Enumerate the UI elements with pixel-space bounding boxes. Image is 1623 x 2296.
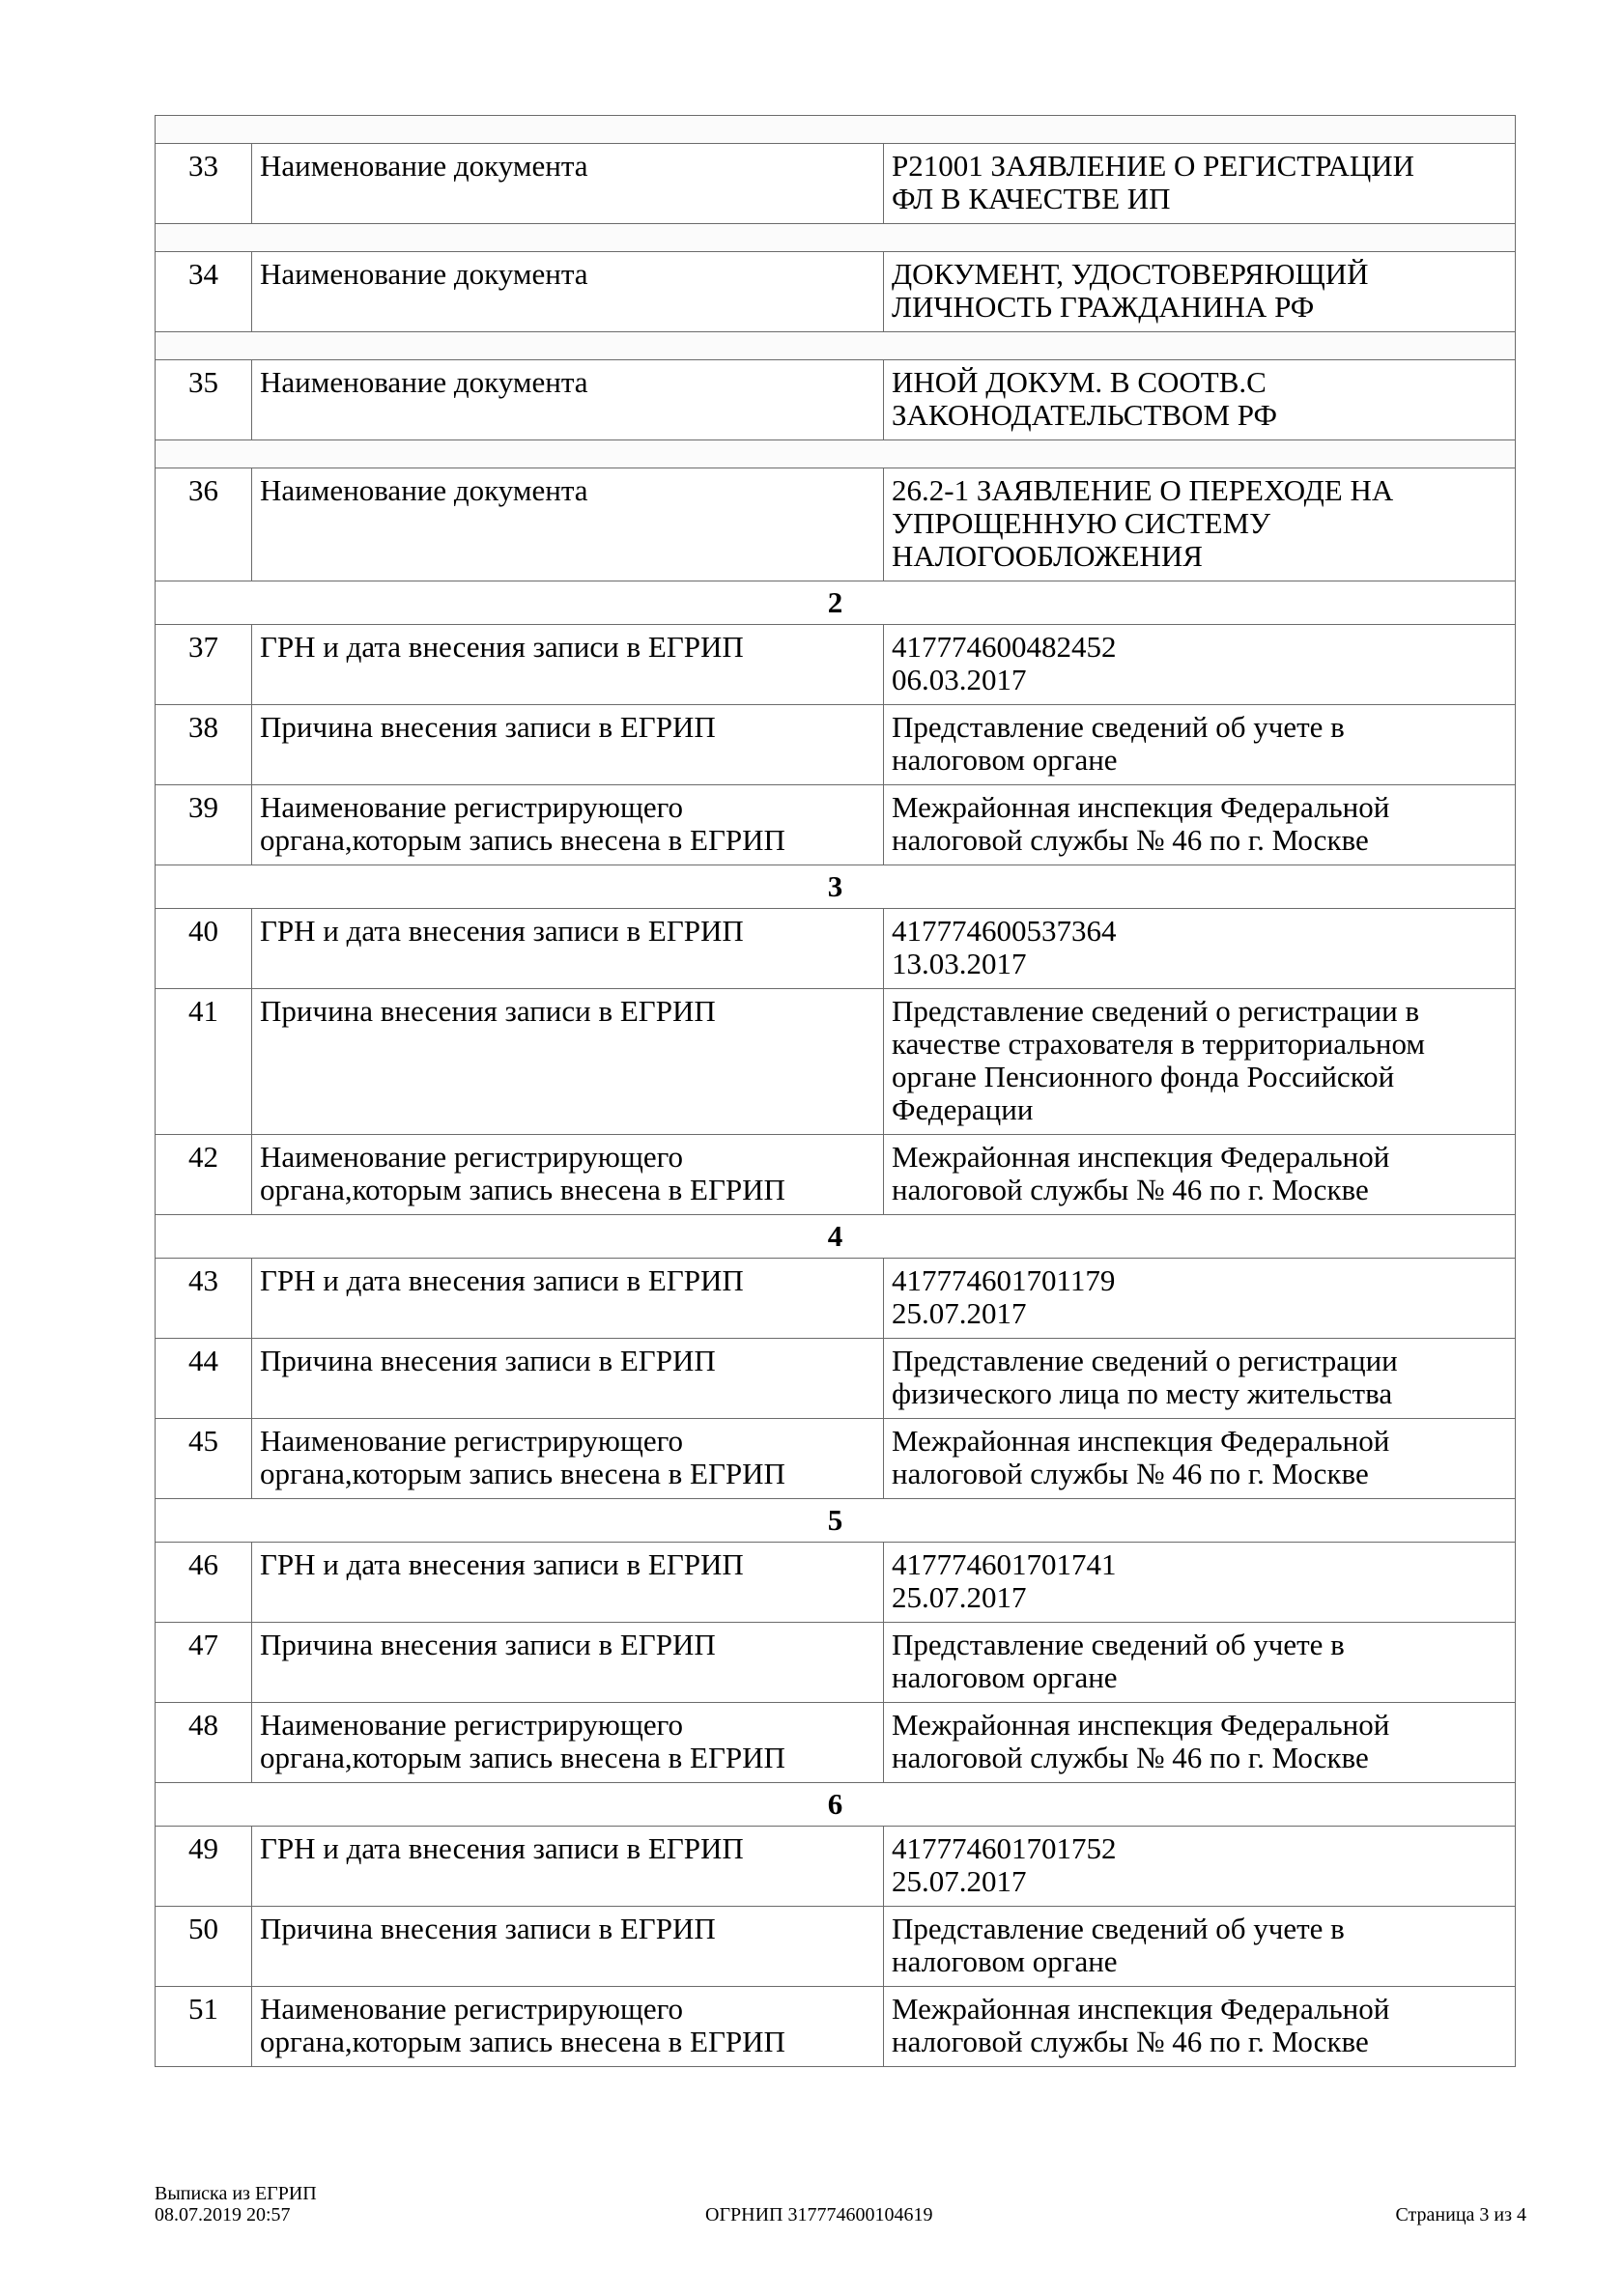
field-value (884, 144, 1516, 224)
row-number: 35 (156, 360, 252, 440)
field-value (884, 909, 1516, 989)
field-name: Наименование документа (252, 144, 884, 224)
cell-line: 25.07.2017 (892, 1580, 1027, 1614)
field-name (252, 1703, 884, 1783)
cell-line: Представление сведений о регистрации (892, 1344, 1398, 1377)
section-number: 2 (156, 581, 1516, 625)
table-row (156, 1623, 1516, 1703)
cell-line: Представление сведений об учете в (892, 1628, 1345, 1661)
table-row (156, 785, 1516, 865)
cell-line: ФЛ В КАЧЕСТВЕ ИП (892, 182, 1171, 215)
cell-line: Федерации (892, 1092, 1034, 1126)
table-row (156, 1987, 1516, 2067)
cell-line: Представление сведений об учете в (892, 1912, 1345, 1945)
cell-line: Представление сведений об учете в (892, 710, 1345, 744)
cell-line: налоговом органе (892, 1944, 1118, 1978)
field-name: Причина внесения записи в ЕГРИП (252, 1339, 884, 1419)
row-number: 40 (156, 909, 252, 989)
table-row (156, 625, 1516, 705)
cell-line: налоговой службы № 46 по г. Москве (892, 823, 1369, 857)
row-number: 41 (156, 989, 252, 1135)
table-row (156, 1827, 1516, 1907)
cell-line: 06.03.2017 (892, 663, 1027, 696)
row-number: 39 (156, 785, 252, 865)
egrip-record-table (155, 115, 1516, 2067)
footer-datetime: 08.07.2019 20:57 (155, 2204, 291, 2225)
cell-line: налоговом органе (892, 743, 1118, 777)
cell-line: 417774600537364 (892, 914, 1117, 948)
field-name: Наименование документа (252, 360, 884, 440)
spacer-cell (156, 116, 1516, 144)
row-number: 36 (156, 468, 252, 581)
cell-line: Наименование регистрирующего органа, (260, 1140, 684, 1206)
cell-line: Наименование регистрирующего органа, (260, 1992, 684, 2058)
table-row (156, 1543, 1516, 1623)
field-name (252, 1987, 884, 2067)
cell-line: 417774601701752 (892, 1831, 1117, 1865)
cell-line: налоговой службы № 46 по г. Москве (892, 1741, 1369, 1774)
cell-line: налоговой службы № 46 по г. Москве (892, 2025, 1369, 2058)
field-name: Наименование документа (252, 468, 884, 581)
field-value (884, 1623, 1516, 1703)
field-value (884, 785, 1516, 865)
table-row (156, 468, 1516, 581)
table-row (156, 252, 1516, 332)
cell-line: которым запись внесена в ЕГРИП (352, 1741, 785, 1774)
cell-line: которым запись внесена в ЕГРИП (352, 1457, 785, 1490)
cell-line: 25.07.2017 (892, 1296, 1027, 1330)
field-name: Причина внесения записи в ЕГРИП (252, 1907, 884, 1987)
cell-line: ЗАКОНОДАТЕЛЬСТВОМ РФ (892, 398, 1277, 432)
field-name: Причина внесения записи в ЕГРИП (252, 1623, 884, 1703)
field-name: ГРН и дата внесения записи в ЕГРИП (252, 1259, 884, 1339)
row-number: 34 (156, 252, 252, 332)
section-header-row (156, 1499, 1516, 1543)
field-value (884, 989, 1516, 1135)
cell-line: Межрайонная инспекция Федеральной (892, 1424, 1390, 1458)
footer-page-number: Страница 3 из 4 (1395, 2204, 1526, 2225)
table-row (156, 1419, 1516, 1499)
cell-line: 26.2-1 ЗАЯВЛЕНИЕ О ПЕРЕХОДЕ НА (892, 473, 1394, 507)
field-value (884, 625, 1516, 705)
cell-line: органе Пенсионного фонда Российской (892, 1060, 1395, 1093)
table-row (156, 360, 1516, 440)
cell-line: Межрайонная инспекция Федеральной (892, 1992, 1390, 2026)
row-number: 47 (156, 1623, 252, 1703)
table-row (156, 1339, 1516, 1419)
cell-line: ИНОЙ ДОКУМ. В СООТВ.С (892, 365, 1267, 399)
row-number: 37 (156, 625, 252, 705)
section-header-row (156, 865, 1516, 909)
cell-line: 25.07.2017 (892, 1864, 1027, 1898)
table-row (156, 1259, 1516, 1339)
cell-line: Наименование регистрирующего органа, (260, 1708, 684, 1774)
spacer-row (156, 224, 1516, 252)
cell-line: Представление сведений о регистрации в (892, 994, 1420, 1028)
table-body (156, 116, 1516, 2067)
table-row (156, 1703, 1516, 1783)
row-number: 48 (156, 1703, 252, 1783)
section-number: 3 (156, 865, 1516, 909)
cell-line: качестве страхователя в территориальном (892, 1027, 1426, 1061)
table-row (156, 989, 1516, 1135)
spacer-cell (156, 224, 1516, 252)
cell-line: налоговом органе (892, 1660, 1118, 1694)
cell-line: физического лица по месту жительства (892, 1376, 1393, 1410)
cell-line: 417774601701741 (892, 1547, 1117, 1581)
cell-line: Наименование регистрирующего органа, (260, 1424, 684, 1490)
field-name: ГРН и дата внесения записи в ЕГРИП (252, 1543, 884, 1623)
field-value (884, 1419, 1516, 1499)
cell-line: налоговой службы № 46 по г. Москве (892, 1173, 1369, 1206)
field-name (252, 1135, 884, 1215)
field-name: ГРН и дата внесения записи в ЕГРИП (252, 909, 884, 989)
cell-line: ДОКУМЕНТ, УДОСТОВЕРЯЮЩИЙ (892, 257, 1369, 291)
field-value (884, 1987, 1516, 2067)
field-name: Причина внесения записи в ЕГРИП (252, 705, 884, 785)
field-name: Причина внесения записи в ЕГРИП (252, 989, 884, 1135)
row-number: 33 (156, 144, 252, 224)
cell-line: ЛИЧНОСТЬ ГРАЖДАНИНА РФ (892, 290, 1315, 324)
cell-line: УПРОЩЕННУЮ СИСТЕМУ (892, 506, 1271, 540)
table-row (156, 144, 1516, 224)
table-row (156, 909, 1516, 989)
field-value (884, 360, 1516, 440)
footer-ogrnip: ОГРНИП 317774600104619 (705, 2204, 933, 2225)
section-number: 6 (156, 1783, 1516, 1827)
table-row (156, 1135, 1516, 1215)
field-value (884, 1827, 1516, 1907)
section-header-row (156, 1215, 1516, 1259)
row-number: 51 (156, 1987, 252, 2067)
cell-line: Межрайонная инспекция Федеральной (892, 1708, 1390, 1742)
footer-doc-title: Выписка из ЕГРИП (155, 2183, 317, 2204)
document-sheet (155, 115, 1515, 2067)
footer-left (155, 2183, 317, 2225)
cell-line: 417774601701179 (892, 1263, 1116, 1297)
field-value (884, 1135, 1516, 1215)
cell-line: Р21001 ЗАЯВЛЕНИЕ О РЕГИСТРАЦИИ (892, 149, 1415, 183)
spacer-cell (156, 332, 1516, 360)
cell-line: Наименование регистрирующего органа, (260, 790, 684, 857)
field-value (884, 1703, 1516, 1783)
cell-line: НАЛОГООБЛОЖЕНИЯ (892, 539, 1203, 573)
spacer-row (156, 332, 1516, 360)
cell-line: которым запись внесена в ЕГРИП (352, 823, 785, 857)
field-value (884, 1907, 1516, 1987)
field-value (884, 705, 1516, 785)
field-value (884, 1543, 1516, 1623)
section-header-row (156, 581, 1516, 625)
field-value (884, 252, 1516, 332)
spacer-row (156, 440, 1516, 468)
field-name: Наименование документа (252, 252, 884, 332)
field-value (884, 1259, 1516, 1339)
row-number: 44 (156, 1339, 252, 1419)
spacer-row (156, 116, 1516, 144)
cell-line: 417774600482452 (892, 630, 1117, 664)
section-header-row (156, 1783, 1516, 1827)
field-name (252, 1419, 884, 1499)
cell-line: которым запись внесена в ЕГРИП (352, 1173, 785, 1206)
section-number: 4 (156, 1215, 1516, 1259)
row-number: 38 (156, 705, 252, 785)
field-value (884, 468, 1516, 581)
cell-line: 13.03.2017 (892, 947, 1027, 980)
section-number: 5 (156, 1499, 1516, 1543)
cell-line: которым запись внесена в ЕГРИП (352, 2025, 785, 2058)
row-number: 42 (156, 1135, 252, 1215)
field-name: ГРН и дата внесения записи в ЕГРИП (252, 625, 884, 705)
field-name: ГРН и дата внесения записи в ЕГРИП (252, 1827, 884, 1907)
row-number: 46 (156, 1543, 252, 1623)
field-name (252, 785, 884, 865)
table-row (156, 1907, 1516, 1987)
field-value (884, 1339, 1516, 1419)
row-number: 45 (156, 1419, 252, 1499)
spacer-cell (156, 440, 1516, 468)
row-number: 49 (156, 1827, 252, 1907)
row-number: 50 (156, 1907, 252, 1987)
table-row (156, 705, 1516, 785)
cell-line: Межрайонная инспекция Федеральной (892, 1140, 1390, 1174)
row-number: 43 (156, 1259, 252, 1339)
cell-line: налоговой службы № 46 по г. Москве (892, 1457, 1369, 1490)
cell-line: Межрайонная инспекция Федеральной (892, 790, 1390, 824)
